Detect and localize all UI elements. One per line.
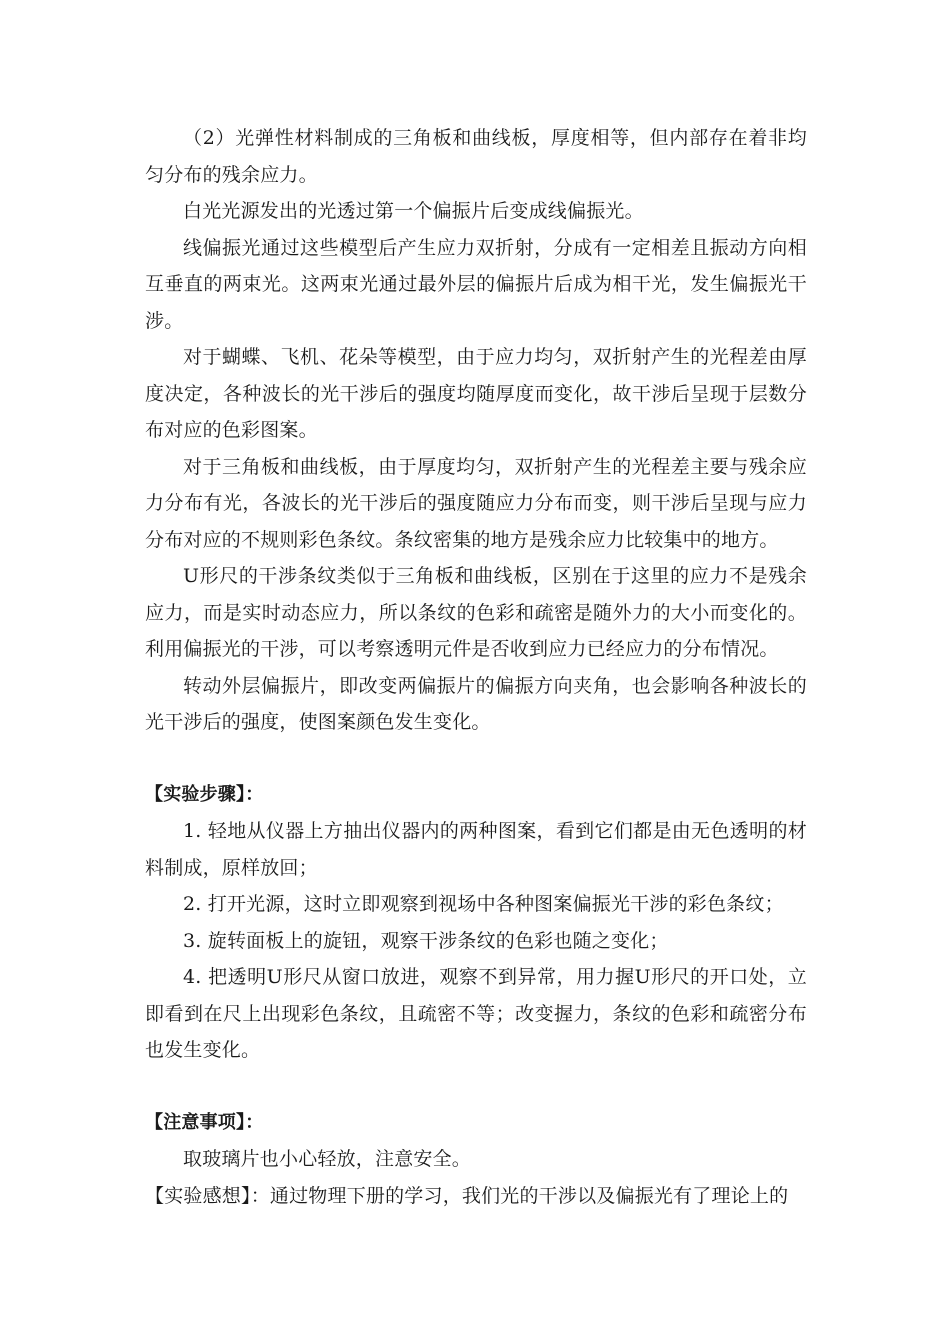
notes-heading: 【注意事项】： <box>145 1111 264 1133</box>
principle-paragraph-3: 线偏振光通过这些模型后产生应力双折射，分成有一定相差且振动方向相互垂直的两束光。这两束光通过最外层的偏振片后成为相干光，发生偏振光干涉。 <box>145 236 807 332</box>
step-item-1: 1. 轻地从仪器上方抽出仪器内的两种图案，看到它们都是由无色透明的材料制成，原样放回； <box>145 820 807 879</box>
principle-paragraph-7: 转动外层偏振片，即改变两偏振片的偏振方向夹角，也会影响各种波长的光干涉后的强度，使图案颜色发生变化。 <box>145 674 807 733</box>
section-gap <box>145 741 807 777</box>
notes-item-1: 取玻璃片也小心轻放，注意安全。 <box>183 1148 472 1170</box>
section-gap <box>145 1069 807 1105</box>
principle-paragraph-2: 白光光源发出的光透过第一个偏振片后变成线偏振光。 <box>183 200 644 222</box>
step-item-4: 4. 把透明U形尺从窗口放进，观察不到异常，用力握U形尺的开口处，立即看到在尺上出现彩色条纹，且疏密不等；改变握力，条纹的色彩和疏密分布也发生变化。 <box>145 966 807 1061</box>
steps-heading: 【实验步骤】： <box>145 783 264 805</box>
reflection-heading: 【实验感想】 <box>145 1184 251 1207</box>
principle-paragraph-4: 对于蝴蝶、飞机、花朵等模型，由于应力均匀，双折射产生的光程差由厚度决定，各种波长的光干涉后的强度均随厚度而变化，故干涉后呈现于层数分布对应的色彩图案。 <box>145 346 807 441</box>
reflection-text: ：通过物理下册的学习，我们光的干涉以及偏振光有了理论上的 <box>250 1184 789 1207</box>
step-item-3: 3. 旋转面板上的旋钮，观察干涉条纹的色彩也随之变化； <box>183 929 669 952</box>
document-page <box>145 120 807 1214</box>
principle-paragraph-1: （2）光弹性材料制成的三角板和曲线板，厚度相等，但内部存在着非均匀分布的残余应力。 <box>145 127 807 186</box>
principle-paragraph-6: U形尺的干涉条纹类似于三角板和曲线板，区别在于这里的应力不是残余应力，而是实时动态应力，所以条纹的色彩和疏密是随外力的大小而变化的。利用偏振光的干涉，可以考察透明元件是否收到应力已经应力的分布情况。 <box>145 565 807 660</box>
principle-paragraph-5: 对于三角板和曲线板，由于厚度均匀，双折射产生的光程差主要与残余应力分布有光，各波长的光干涉后的强度随应力分布而变，则干涉后呈现与应力分布对应的不规则彩色条纹。条纹密集的地方是残余应力比较集中的地方。 <box>145 455 807 551</box>
reflection-paragraph <box>145 1178 807 1215</box>
step-item-2: 2. 打开光源，这时立即观察到视场中各种图案偏振光干涉的彩色条纹； <box>183 893 784 915</box>
